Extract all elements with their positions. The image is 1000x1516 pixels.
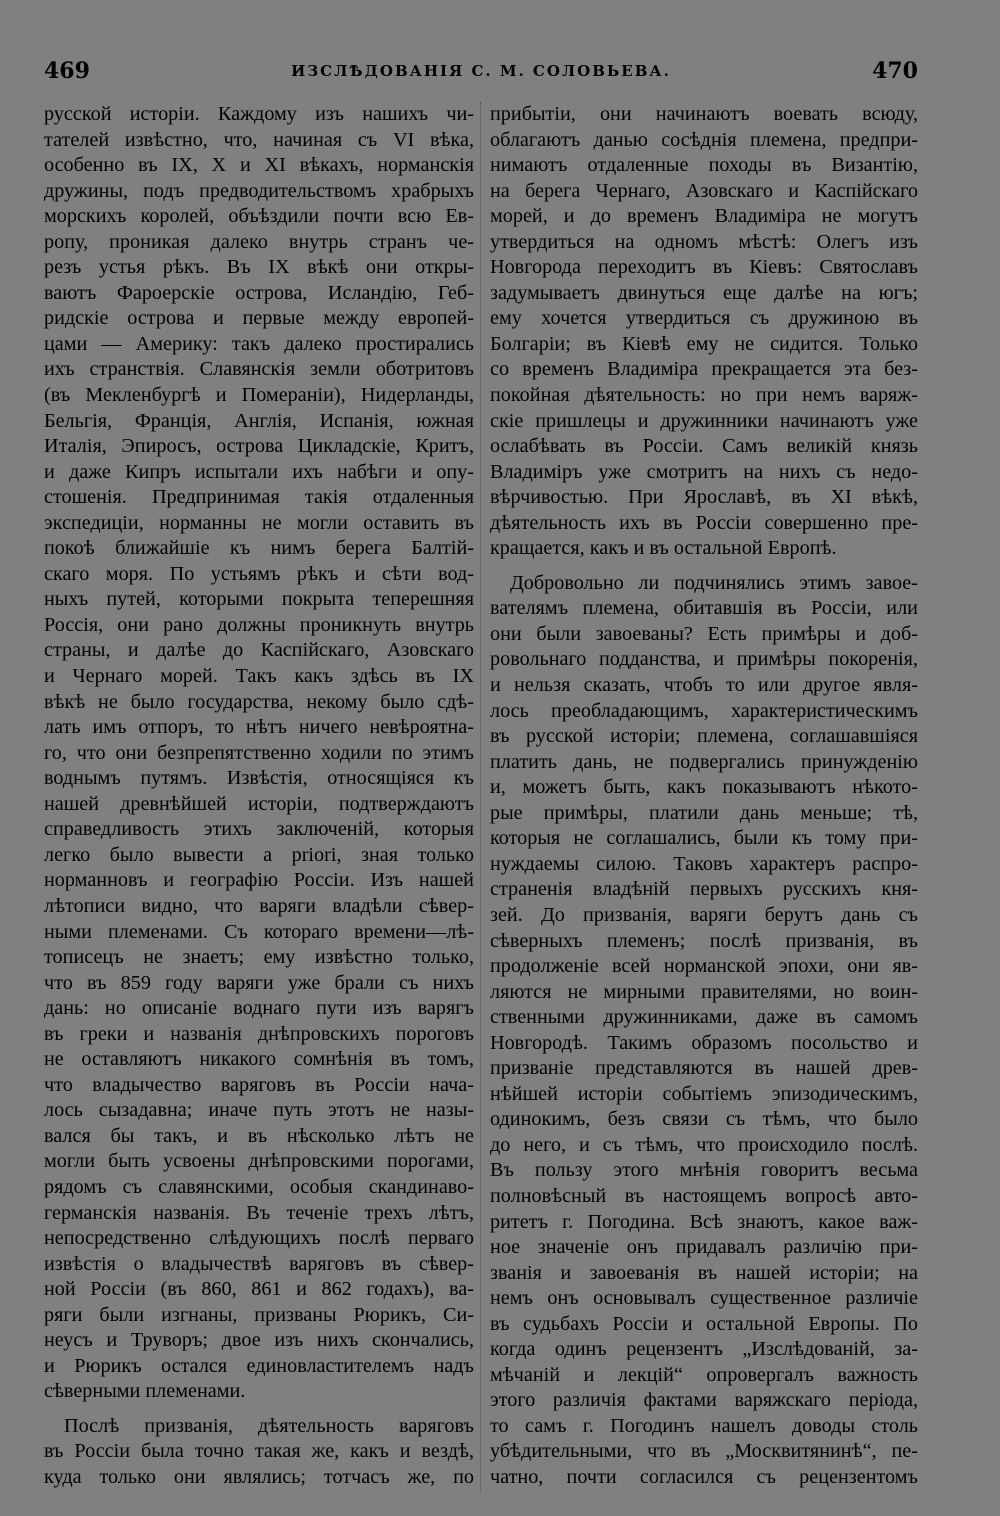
text-line: Новгорода переходитъ въ Кіевъ: Святославъ [490, 256, 918, 279]
text-line: вался бы такъ, и въ нѣсколько лѣтъ не [44, 1124, 474, 1147]
text-line: нуждаемы силою. Таковъ характеръ распро- [490, 852, 918, 875]
text-line: скіе пришлецы и дружинники начинаютъ уже [490, 409, 918, 432]
text-line: и нельзя сказать, чтобъ то или другое явля- [490, 674, 918, 697]
text-line: особенно въ IX, X и XI вѣкахъ, норманскія [44, 154, 474, 177]
text-line: прибытіи, они начинаютъ воевать всюду, [490, 103, 918, 125]
text-line: ное значеніе онъ придавалъ различію при- [490, 1236, 918, 1259]
text-line: Италія, Эпиросъ, острова Цикладскіе, Критъ, [44, 435, 474, 458]
text-line: Новгородѣ. Такимъ образомъ посольство и [490, 1031, 918, 1054]
text-line: Бельгія, Франція, Англія, Испанія, южная [44, 409, 474, 432]
text-line: задумываетъ двинуться еще далѣе на югъ; [490, 281, 918, 304]
paragraph-gap [44, 1405, 474, 1414]
text-line: дѣятельность ихъ въ Россіи совершенно пре- [490, 511, 918, 534]
text-line: справедливость этихъ заключеній, которыя [44, 818, 474, 841]
text-line: ропу, проникая далеко внутрь странъ че- [44, 230, 474, 253]
text-line: ляются не мирными правителями, но воин- [490, 980, 918, 1003]
text-line: ровольнаго подданства, и примѣры покоренія, [490, 648, 918, 671]
text-line: призваніе представляются въ нашей древ- [490, 1057, 918, 1080]
text-line: Владиміръ уже смотритъ на нихъ съ недо- [490, 460, 918, 483]
column-divider [480, 102, 481, 1492]
text-line: одинокимъ, безъ связи съ тѣмъ, что было [490, 1108, 918, 1131]
text-line: утвердиться на одномъ мѣстѣ: Олегъ изъ [490, 230, 918, 253]
text-line: на берега Чернаго, Азовскаго и Каспійскаго [490, 179, 918, 202]
text-line: го, что они безпрепятственно ходили по этимъ [44, 741, 474, 764]
text-line: и Рюрикъ остался единовластителемъ надъ [44, 1354, 474, 1377]
text-line: со временъ Владиміра прекращается эта без- [490, 358, 918, 381]
text-line: ряги были изгнаны, призваны Рюрикъ, Си- [44, 1303, 474, 1326]
text-line: тописецъ не знаетъ; ему извѣстно только, [44, 946, 474, 969]
text-line: вѣкѣ не было государства, некому было сдѣ- [44, 690, 474, 713]
text-line: мѣчаній и лекцій“ опровергалъ важность [490, 1363, 918, 1386]
text-line: рые примѣры, платили дань меньше; тѣ, [490, 801, 918, 824]
text-line: ослабѣвать въ Россіи. Самъ великій князь [490, 435, 918, 458]
left-column [44, 102, 474, 1491]
text-line: русской исторіи. Каждому изъ нашихъ чи- [44, 103, 474, 125]
text-line: куда только они являлись; тотчасъ же, по [44, 1465, 474, 1488]
text-line: платить дань, не подвергались принужденію [490, 750, 918, 773]
text-line: немъ онъ основывалъ существенное различіе [490, 1287, 918, 1310]
left-page-number: 469 [44, 58, 90, 84]
text-line: Въ пользу этого мнѣнія говоритъ весьма [490, 1159, 918, 1182]
text-line: облагаютъ данью сосѣднія племена, предпри- [490, 128, 918, 151]
text-line: страны, и далѣе до Каспійскаго, Азовскаго [44, 639, 474, 662]
text-line: кращается, какъ и въ остальной Европѣ. [490, 537, 837, 560]
text-line: могли быть усвоены днѣпровскими порогами, [44, 1150, 474, 1173]
text-line: морей, и до временъ Владиміра не могутъ [490, 205, 918, 228]
text-line: ему хочется утвердиться съ дружиною въ [490, 307, 918, 330]
text-line: лать имъ отпоръ, то нѣтъ ничего невѣроятна- [44, 716, 474, 739]
text-line: чатно, почти согласился съ рецензентомъ [490, 1465, 918, 1488]
text-line: ихъ странствія. Славянскія земли оботритовъ [44, 358, 474, 381]
running-title: ИЗСЛѢДОВАНІЯ С. М. СОЛОВЬЕВА. [291, 62, 671, 80]
text-line: они были завоеваны? Есть примѣры и доб- [490, 622, 918, 645]
text-line: страненія владѣній первыхъ русскихъ кня- [490, 878, 918, 901]
text-line: нимаютъ отдаленные походы въ Византію, [490, 154, 918, 177]
text-line: легко было вывести a priori, зная только [44, 843, 474, 866]
text-line: сѣверными племенами. [44, 1380, 246, 1403]
right-column [490, 102, 918, 1491]
text-line: Россія, они рано должны проникнуть внутрь [44, 613, 474, 636]
text-line: морскихъ королей, объѣздили почти всю Ев- [44, 205, 474, 228]
text-line: (въ Мекленбургѣ и Помераніи), Нидерланды, [44, 384, 474, 407]
text-line: Послѣ призванія, дѣятельность варяговъ [64, 1414, 474, 1437]
text-line: которыя не соглашались, были къ тому при- [490, 827, 918, 850]
text-line: Добровольно ли подчинялись этимъ завое- [510, 571, 918, 594]
text-line: покоѣ ближайшіе къ нимъ берега Балтій- [44, 537, 474, 560]
paragraph-gap [490, 562, 918, 571]
text-line: когда одинъ рецензентъ „Изслѣдованій, за- [490, 1338, 918, 1361]
text-line: лѣтописи видно, что варяги владѣли сѣвер- [44, 894, 474, 917]
text-line: продолженіе всей норманской эпохи, они яв- [490, 955, 918, 978]
text-line: ственными дружинниками, даже въ самомъ [490, 1006, 918, 1029]
text-line: и Чернаго морей. Такъ какъ здѣсь въ IX [44, 665, 474, 688]
text-line: скаго моря. По устьямъ рѣкъ и сѣти вод- [44, 562, 474, 585]
text-line: ныхъ путей, которыми покрыта теперешняя [44, 588, 474, 611]
text-line: вателямъ племена, обитавшія въ Россіи, или [490, 597, 918, 620]
text-line: дань: но описаніе воднаго пути изъ варягъ [44, 997, 474, 1020]
text-line: и, можетъ быть, какъ показываютъ нѣкото- [490, 776, 918, 799]
text-line: лось сызадавна; иначе путь этотъ не назы- [44, 1099, 474, 1122]
text-line: въ русской исторіи; племена, соглашавшіяся [490, 725, 918, 748]
text-line: ваютъ Фароерскіе острова, Исландію, Геб- [44, 281, 474, 304]
text-line: тателей извѣстно, что, начиная съ VI вѣка, [44, 128, 474, 151]
text-line: вѣрчивостью. При Ярославѣ, въ XI вѣкѣ, [490, 486, 918, 509]
text-line: стошенія. Предпринимая такія отдаленныя [44, 486, 474, 509]
text-line: Болгаріи; въ Кіевѣ ему не сидится. Только [490, 332, 918, 355]
text-line: неусъ и Труворъ; двое изъ нихъ скончались, [44, 1329, 474, 1352]
text-line: резъ устья рѣкъ. Въ IX вѣкѣ они откры- [44, 256, 474, 279]
text-line: рядомъ съ славянскими, особыя скандинаво- [44, 1175, 474, 1198]
right-page-number: 470 [872, 58, 918, 84]
text-line: норманновъ и географію Россіи. Изъ нашей [44, 869, 474, 892]
text-line: непосредственно слѣдующихъ послѣ перваго [44, 1227, 474, 1250]
text-line: въ судьбахъ Россіи и остальной Европы. По [490, 1312, 918, 1335]
text-line: ными племенами. Съ котораго времени—лѣ- [44, 920, 474, 943]
running-header [44, 56, 918, 86]
text-line: то самъ г. Погодинъ нашелъ доводы столь [490, 1414, 918, 1437]
text-line: покойная дѣятельность: но при немъ варяж- [490, 384, 918, 407]
text-line: не оставляютъ никакого сомнѣнія въ томъ, [44, 1048, 474, 1071]
text-line: ридскіе острова и первые между европей- [44, 307, 474, 330]
text-line: ритетъ г. Погодина. Всѣ знаютъ, какое важ- [490, 1210, 918, 1233]
text-line: званія и завоеванія въ нашей исторіи; на [490, 1261, 918, 1284]
text-line: цами — Америку: такъ далеко простирались [44, 332, 474, 355]
text-line: лось преобладающимъ, характеристическимъ [490, 699, 918, 722]
text-line: что владычество варяговъ въ Россіи нача- [44, 1073, 474, 1096]
text-line: этого различія фактами варяжскаго періода, [490, 1389, 918, 1412]
text-line: нѣйшей исторіи событіемъ эпизодическимъ, [490, 1082, 918, 1105]
text-line: зей. До призванія, варяги берутъ дань съ [490, 903, 918, 926]
text-line: и даже Кипръ испытали ихъ набѣги и опу- [44, 460, 474, 483]
text-line: до него, и съ тѣмъ, что происходило послѣ. [490, 1133, 918, 1156]
text-line: ной Россіи (въ 860, 861 и 862 годахъ), ва- [44, 1278, 474, 1301]
text-line: извѣстія о владычествѣ варяговъ въ сѣвер- [44, 1252, 474, 1275]
text-line: въ греки и названія днѣпровскихъ пороговъ [44, 1022, 474, 1045]
text-line: убѣдительными, что въ „Москвитянинѣ“, пе- [490, 1440, 918, 1463]
text-line: полновѣсный въ настоящемъ вопросѣ авто- [490, 1184, 918, 1207]
text-line: германскія названія. Въ теченіе трехъ лѣтъ, [44, 1201, 474, 1224]
text-line: сѣверныхъ племенъ; послѣ призванія, въ [490, 929, 918, 952]
text-line: въ Россіи была точно такая же, какъ и вездѣ, [44, 1440, 474, 1463]
text-line: дружины, подъ предводительствомъ храбрыхъ [44, 179, 474, 202]
text-line: экспедиціи, норманны не могли оставить въ [44, 511, 474, 534]
text-line: что въ 859 году варяги уже брали съ нихъ [44, 971, 474, 994]
text-line: воднымъ путямъ. Извѣстія, относящіяся къ [44, 767, 474, 790]
text-line: нашей древнѣйшей исторіи, подтверждаютъ [44, 792, 474, 815]
